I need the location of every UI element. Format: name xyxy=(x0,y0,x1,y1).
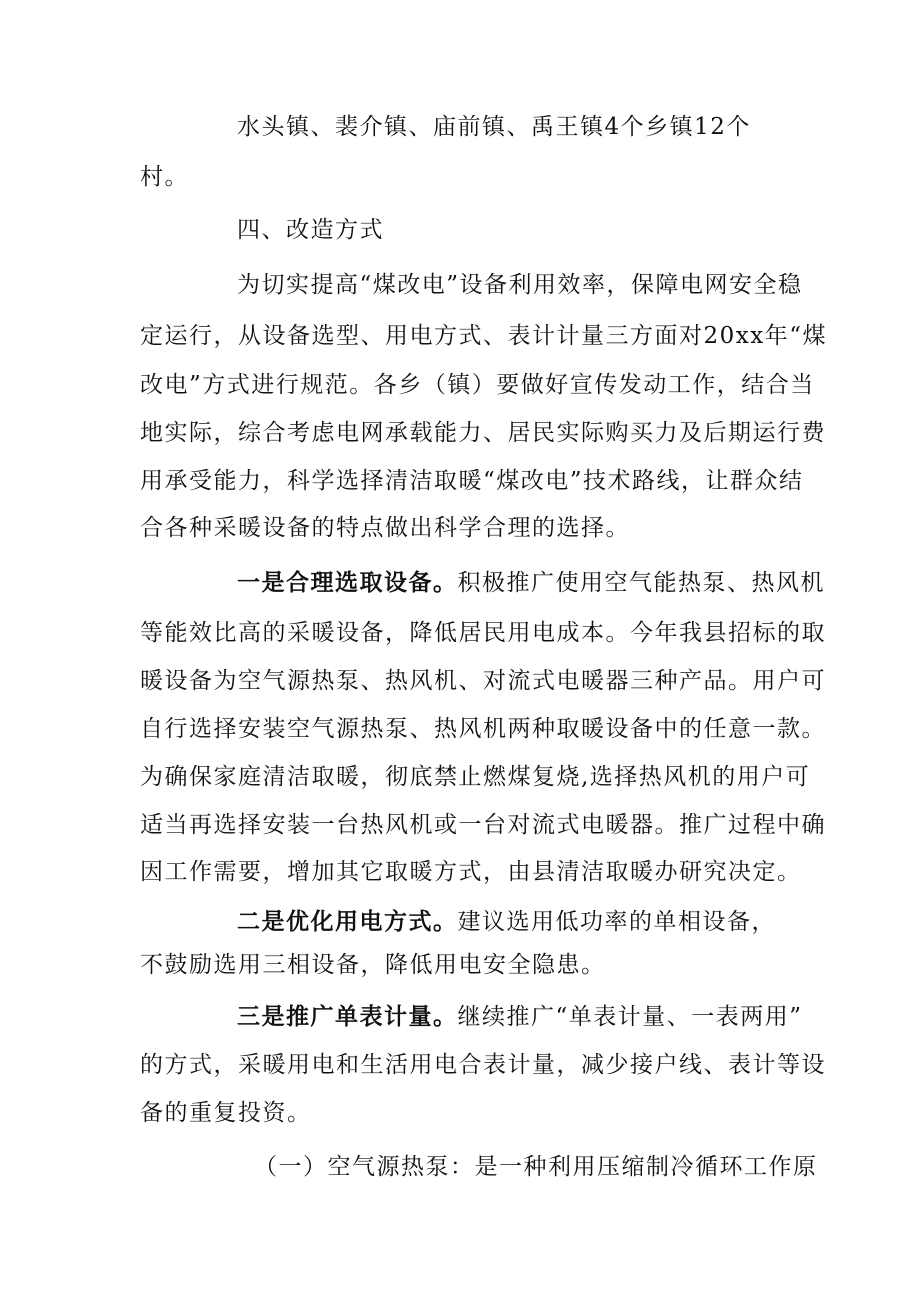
point-1-text: 积极推广使用空气能热泵、热风机 xyxy=(457,570,825,596)
paragraph-line: 不鼓励选用三相设备，降低用电安全隐患。 xyxy=(140,952,606,978)
subsection-heading: （一）空气源热泵：是一种利用压缩制冷循环工作原 xyxy=(254,1154,818,1180)
paragraph-line: 自行选择安装空气源热泵、热风机两种取暖设备中的任意一款。 xyxy=(140,716,826,742)
paragraph-line: 合各种采暖设备的特点做出科学合理的选择。 xyxy=(140,515,630,541)
point-3-text: 继续推广“单表计量、一表两用” xyxy=(457,1004,803,1030)
paragraph-line: 定运行，从设备选型、用电方式、表计计量三方面对20xx年“煤 xyxy=(140,323,827,349)
paragraph-line: 等能效比高的采暖设备，降低居民用电成本。今年我县招标的取 xyxy=(140,620,826,646)
point-3-title: 三是推广单表计量。 xyxy=(237,1003,458,1030)
point-1-line xyxy=(0,568,920,598)
paragraph-line: 改电”方式进行规范。各乡（镇）要做好宣传发动工作，结合当 xyxy=(140,372,815,398)
intro-line-1: 水头镇、裴介镇、庙前镇、禹王镇4个乡镇12个 xyxy=(237,114,751,140)
point-1-title: 一是合理选取设备。 xyxy=(237,569,458,596)
intro-line-2: 村。 xyxy=(140,164,189,190)
paragraph-line: 备的重复投资。 xyxy=(140,1100,312,1126)
paragraph-line: 的方式，采暖用电和生活用电合表计量，减少接户线、表计等设 xyxy=(140,1052,826,1078)
point-2-line xyxy=(0,907,920,937)
section-heading: 四、改造方式 xyxy=(237,217,384,243)
paragraph-line: 因工作需要，增加其它取暖方式，由县清洁取暖办研究决定。 xyxy=(140,859,802,885)
paragraph-line: 地实际，综合考虑电网承载能力、居民实际购买力及后期运行费 xyxy=(140,420,826,446)
paragraph-line: 暖设备为空气源热泵、热风机、对流式电暖器三种产品。用户可 xyxy=(140,668,826,694)
paragraph-line: 为确保家庭清洁取暖，彻底禁止燃煤复烧,选择热风机的用户可 xyxy=(140,764,811,790)
paragraph-line: 为切实提高“煤改电”设备利用效率，保障电网安全稳 xyxy=(237,272,803,298)
paragraph-line: 用承受能力，科学选择清洁取暖“煤改电”技术路线，让群众结 xyxy=(140,468,804,494)
paragraph-line: 适当再选择安装一台热风机或一台对流式电暖器。推广过程中确 xyxy=(140,812,826,838)
point-2-text: 建议选用低功率的单相设备， xyxy=(457,909,776,935)
point-3-line xyxy=(0,1002,920,1032)
point-2-title: 二是优化用电方式。 xyxy=(237,908,458,935)
